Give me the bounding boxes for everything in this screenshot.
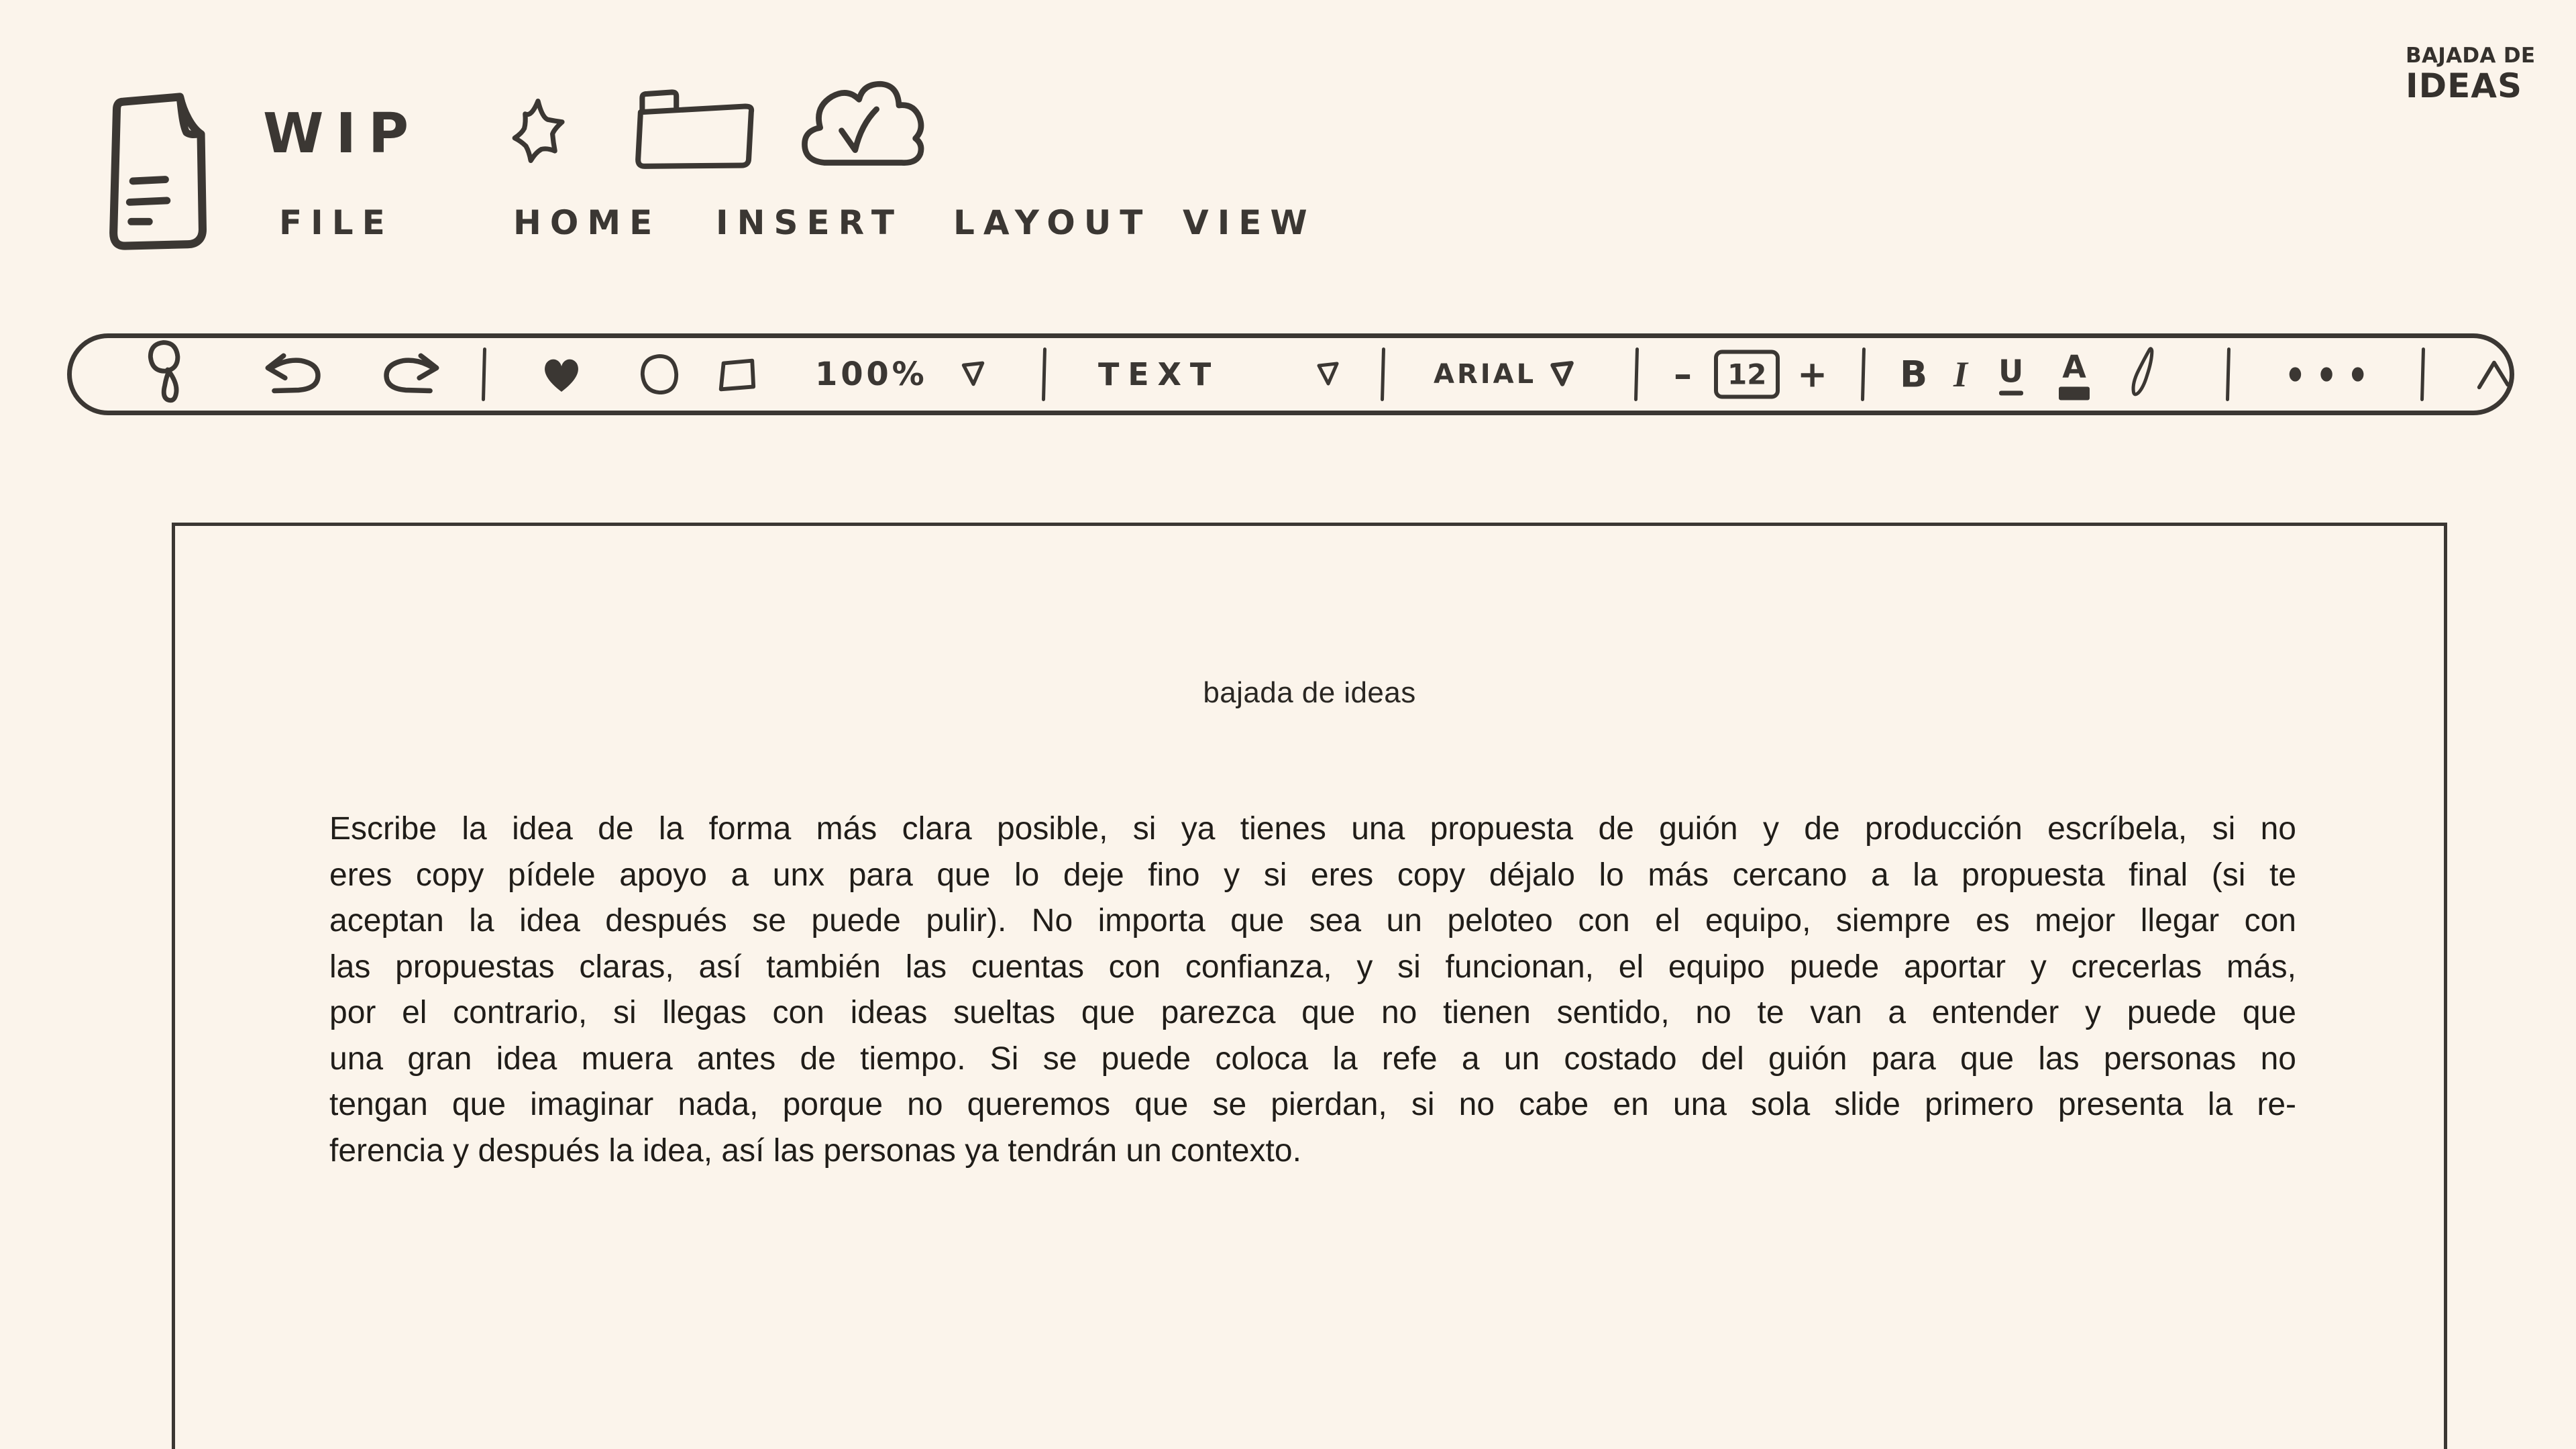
pen-icon[interactable] <box>2121 343 2158 405</box>
font-color-label: A <box>2062 348 2086 385</box>
document-heading: bajada de ideas <box>1203 676 1416 709</box>
toolbar-divider <box>2226 347 2231 401</box>
zoom-dropdown-triangle-icon[interactable] <box>959 359 987 390</box>
toolbar-divider <box>482 347 486 401</box>
text-style-value[interactable]: TEXT <box>1098 356 1220 392</box>
brand-logo <box>2406 46 2535 103</box>
paragraph-line: tengan que imaginar nada, porque no queremos que se pierdan, si no cabe en una sola slide primero presenta la re- <box>329 1087 2296 1122</box>
menu-item-insert[interactable]: INSERT <box>716 203 903 242</box>
paragraph-line: una gran idea muera antes de tiempo. Si se puede coloca la refe a un costado del guión para que las personas no <box>329 1040 2296 1077</box>
paragraph-line: por el contrario, si llegas con ideas sueltas que parezca que no tienen sentido, no te van a entender y puede que <box>329 995 2296 1030</box>
square-icon[interactable] <box>714 353 757 396</box>
search-icon[interactable] <box>136 337 191 412</box>
document-paragraph <box>329 806 2296 1174</box>
font-family-value[interactable]: ARIAL <box>1434 359 1537 390</box>
font-color-button[interactable] <box>2059 349 2090 400</box>
menu-item-file[interactable]: FILE <box>279 203 394 242</box>
paragraph-line: aceptan la idea después se puede pulir). No importa que sea un peloteo con el equipo, siempre es mejor llegar con <box>329 903 2296 938</box>
font-size-value[interactable]: 12 <box>1714 350 1780 399</box>
toolbar-divider <box>1381 347 1385 401</box>
toolbar-divider <box>1042 347 1046 401</box>
heart-icon[interactable] <box>538 353 585 396</box>
menu-item-view[interactable]: VIEW <box>1183 203 1316 242</box>
zoom-level-value[interactable]: 100% <box>815 356 928 393</box>
more-dots-icon[interactable] <box>2282 361 2373 388</box>
paragraph-line: Escribe la idea de la forma más clara posible, si ya tienes una propuesta de guión y de producción escríbela, si no <box>329 811 2296 847</box>
circle-icon[interactable] <box>639 352 680 396</box>
toolbar-divider <box>1634 347 1639 401</box>
undo-icon[interactable] <box>254 350 329 400</box>
document-icon <box>97 89 230 254</box>
brand-line1: BAJADA DE <box>2406 44 2536 68</box>
font-size-decrease-button[interactable]: – <box>1674 353 1692 396</box>
font-size-increase-button[interactable]: + <box>1797 353 1828 396</box>
brand-line2: IDEAS <box>2406 66 2522 105</box>
folder-icon <box>631 87 755 170</box>
paragraph-line: las propuestas claras, así también las cuentas con confianza, y si funcionan, el equipo puede aportar y crecerlas más, <box>329 949 2296 985</box>
paragraph-line: eres copy pídele apoyo a unx para que lo deje fino y si eres copy déjalo lo más cercano a la propuesta final (si te <box>329 857 2296 893</box>
style-dropdown-triangle-icon[interactable] <box>1314 360 1341 389</box>
toolbar-divider <box>1861 347 1866 401</box>
chevron-up-icon[interactable] <box>2470 355 2516 394</box>
document-page[interactable] <box>172 523 2447 1449</box>
redo-icon[interactable] <box>375 350 450 400</box>
menu-item-layout[interactable]: LAYOUT <box>953 203 1152 242</box>
underline-label: U <box>1998 353 2024 390</box>
italic-button[interactable]: I <box>1953 354 1968 394</box>
toolbar <box>67 333 2514 415</box>
star-icon <box>498 94 578 176</box>
font-color-swatch <box>2059 387 2090 400</box>
font-dropdown-triangle-icon[interactable] <box>1548 359 1576 390</box>
underline-bar <box>1999 391 2023 396</box>
toolbar-divider <box>2420 347 2425 401</box>
bold-button[interactable]: B <box>1900 353 1928 396</box>
cloud-check-icon <box>795 75 936 174</box>
underline-button[interactable] <box>1998 354 2023 396</box>
paragraph-line: ferencia y después la idea, así las personas ya tendrán un contexto. <box>329 1132 1301 1169</box>
menu-item-home[interactable]: HOME <box>513 203 661 242</box>
wip-title: WIP <box>263 102 421 166</box>
